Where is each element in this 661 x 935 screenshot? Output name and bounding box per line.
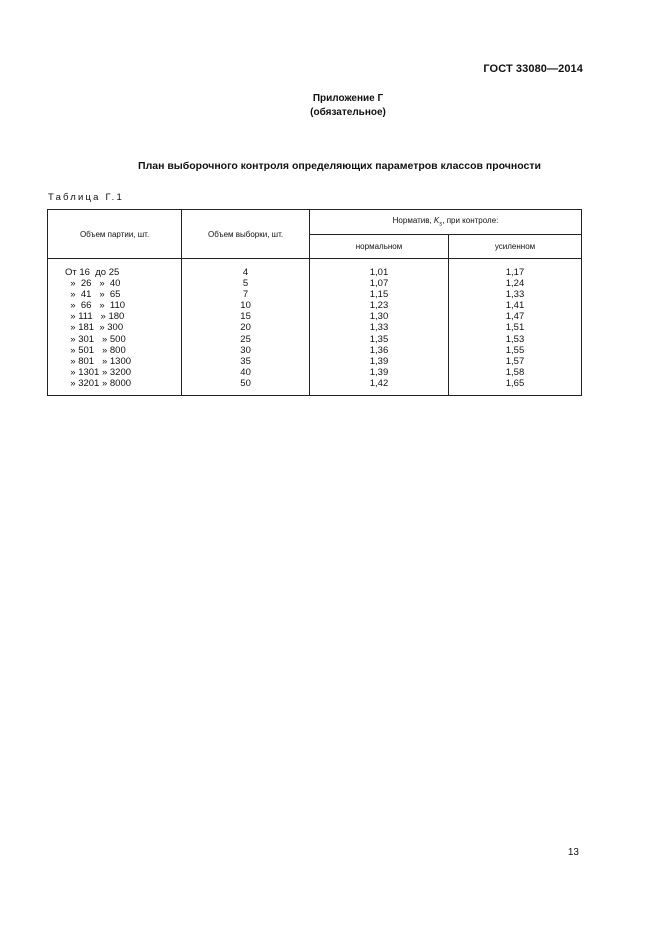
tightened-value: 1,65 [505,377,525,389]
tightened-value: 1,17 [505,267,525,278]
lot-range: » 801 » 1300 [65,355,132,367]
document-code: ГОСТ 33080—2014 [483,63,583,75]
lot-range-list [48,259,181,395]
header-lot-volume: Объем партии, шт. [48,210,182,259]
normal-value: 1,33 [369,322,389,334]
lot-range: » 41 » 65 [65,289,121,301]
sampling-plan-table [47,209,582,396]
tightened-value: 1,51 [505,322,525,334]
header-norm-sub: s [439,221,443,228]
tightened-value: 1,53 [505,333,525,345]
header-norm-suffix: , при контроле: [442,216,499,226]
sample-size: 10 [240,300,251,312]
tightened-control-column [449,259,582,396]
lot-range: » 1301 » 3200 [65,366,132,378]
tightened-value: 1,41 [505,300,525,312]
lot-range: От 16 до 25 [65,267,120,278]
normal-value: 1,15 [369,289,389,301]
tightened-value: 1,58 [505,366,525,378]
sample-size: 40 [240,366,251,378]
page-number: 13 [567,847,579,858]
normal-control-column [310,259,449,396]
tightened-value: 1,33 [505,289,525,301]
lot-range: » 301 » 500 [65,333,126,345]
sample-size: 5 [242,278,249,290]
lot-range: » 181 » 300 [65,322,124,334]
appendix-title: Приложение Г [312,93,384,104]
lot-range: » 26 » 40 [65,278,121,290]
sample-size: 35 [240,355,251,367]
tightened-values-list [449,259,581,395]
lot-range: » 501 » 800 [65,344,126,356]
appendix-heading [0,92,661,120]
header-sample-volume: Объем выборки, шт. [182,210,310,259]
tightened-value: 1,24 [505,278,525,290]
lot-range: » 111 » 180 [65,311,125,323]
tightened-value: 1,47 [505,311,525,323]
header-norm-k: K [433,216,440,226]
header-norm [310,210,582,235]
sample-size-column [182,259,310,396]
normal-value: 1,35 [369,333,389,345]
table-caption: Таблица Г.1 [48,192,124,203]
normal-values-list [310,259,448,395]
sample-size: 4 [242,267,249,278]
lot-range-column [48,259,182,396]
lot-range: » 3201 » 8000 [65,377,132,389]
sample-size: 25 [240,333,251,345]
normal-value: 1,07 [369,278,389,290]
sample-size: 50 [240,377,251,389]
tightened-value: 1,57 [505,355,525,367]
sample-size-list [182,259,309,395]
header-tightened: усиленном [449,235,582,259]
plan-title-text: План выборочного контроля определяющих параметров классов прочности [138,160,541,172]
sample-size: 30 [240,344,251,356]
sample-size: 20 [240,322,251,334]
normal-value: 1,23 [369,300,389,312]
sample-size: 7 [242,289,249,301]
normal-value: 1,39 [369,366,389,378]
normal-value: 1,36 [369,344,389,356]
appendix-status: (обязательное) [310,107,386,118]
tightened-value: 1,55 [505,344,525,356]
normal-value: 1,01 [369,267,389,278]
normal-value: 1,30 [369,311,389,323]
normal-value: 1,39 [369,355,389,367]
table-body-row [48,259,582,396]
lot-range: » 66 » 110 [65,300,126,312]
header-normal: нормальном [310,235,449,259]
header-norm-prefix: Норматив, [392,216,434,226]
sample-size: 15 [240,311,251,323]
section-title [0,160,661,172]
normal-value: 1,42 [369,377,389,389]
